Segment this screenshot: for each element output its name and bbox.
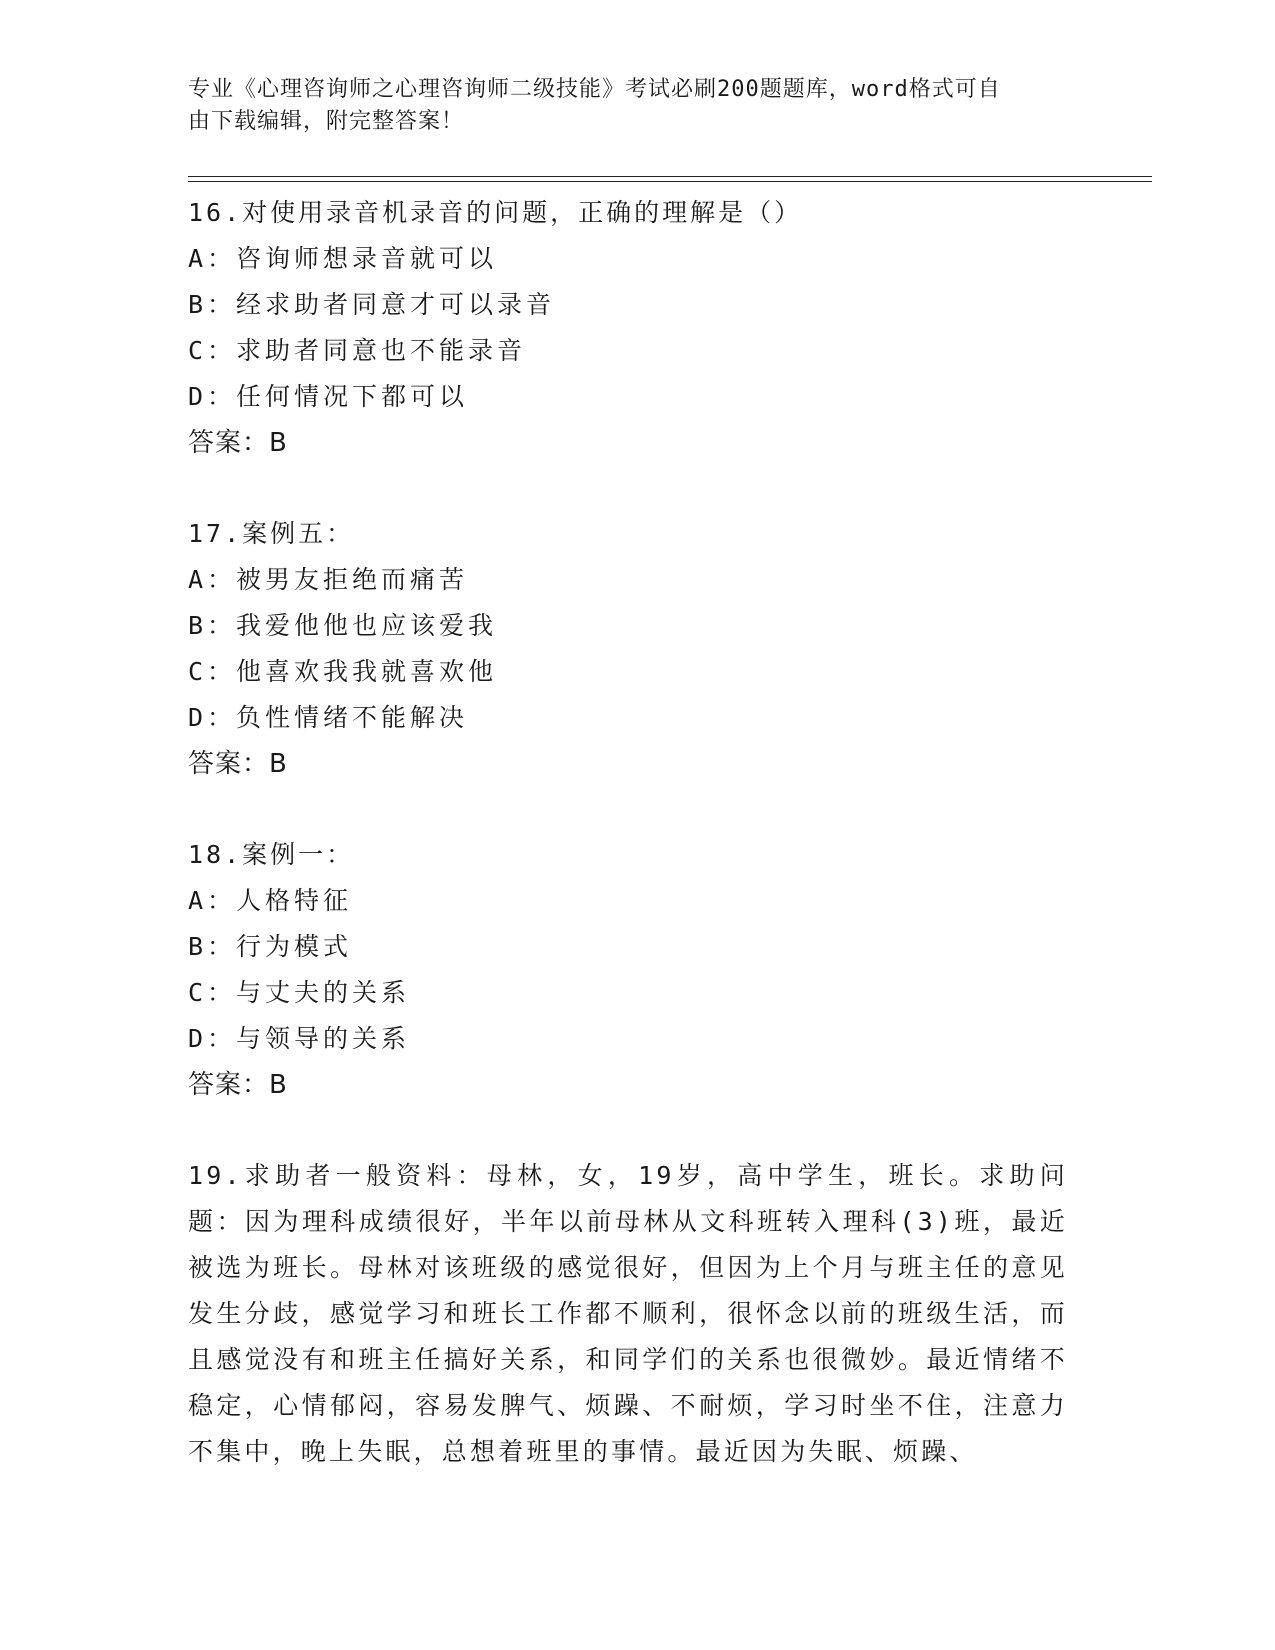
question-16 [188, 190, 1068, 466]
option-b: B：经求助者同意才可以录音 [188, 290, 556, 319]
option-c: C：求助者同意也不能录音 [188, 336, 527, 365]
header-divider-bottom [188, 181, 1152, 182]
question-stem: 17.案例五： [188, 519, 355, 548]
option-a: A：咨询师想录音就可以 [188, 244, 498, 273]
question-19-paragraph: 19.求助者一般资料：母林，女，19岁，高中学生，班长。求助问题：因为理科成绩很好，半年以前母林从文科班转入理科(3)班，最近被选为班长。母林对该班级的感觉很好，但因为上个月与班主任的意见发生分歧，感觉学习和班长工作都不顺利，很怀念以前的班级生活，而且感觉没有和班主任搞好关系，和同学们的关系也很微妙。最近情绪不稳定，心情郁闷，容易发脾气、烦躁、不耐烦，学习时坐不住，注意力不集中，晚上失眠，总想着班里的事情。最近因为失眠、烦躁、 [188, 1161, 1068, 1466]
option-a: A：被男友拒绝而痛苦 [188, 565, 469, 594]
question-stem: 16.对使用录音机录音的问题，正确的理解是（） [188, 198, 803, 227]
option-a: A：人格特征 [188, 886, 353, 915]
answer-line: 答案：B [188, 428, 288, 458]
option-d: D：任何情况下都可以 [188, 382, 469, 411]
answer-line: 答案：B [188, 1070, 288, 1100]
option-b: B：行为模式 [188, 932, 353, 961]
question-17 [188, 511, 1068, 787]
option-d: D：负性情绪不能解决 [188, 703, 469, 732]
option-b: B：我爱他他也应该爱我 [188, 611, 498, 640]
question-stem: 18.案例一： [188, 840, 355, 869]
question-18 [188, 832, 1068, 1108]
option-d: D：与领导的关系 [188, 1024, 411, 1053]
header-line-2: 由下载编辑，附完整答案！ [188, 109, 465, 134]
question-19 [188, 1153, 1068, 1475]
header-line-1: 专业《心理咨询师之心理咨询师二级技能》考试必刷200题题库，word格式可自 [188, 77, 1001, 102]
option-c: C：与丈夫的关系 [188, 978, 411, 1007]
option-c: C：他喜欢我我就喜欢他 [188, 657, 498, 686]
answer-line: 答案：B [188, 749, 288, 779]
document-header [188, 74, 1068, 138]
question-list [188, 190, 1068, 1520]
header-divider-top [188, 176, 1152, 177]
